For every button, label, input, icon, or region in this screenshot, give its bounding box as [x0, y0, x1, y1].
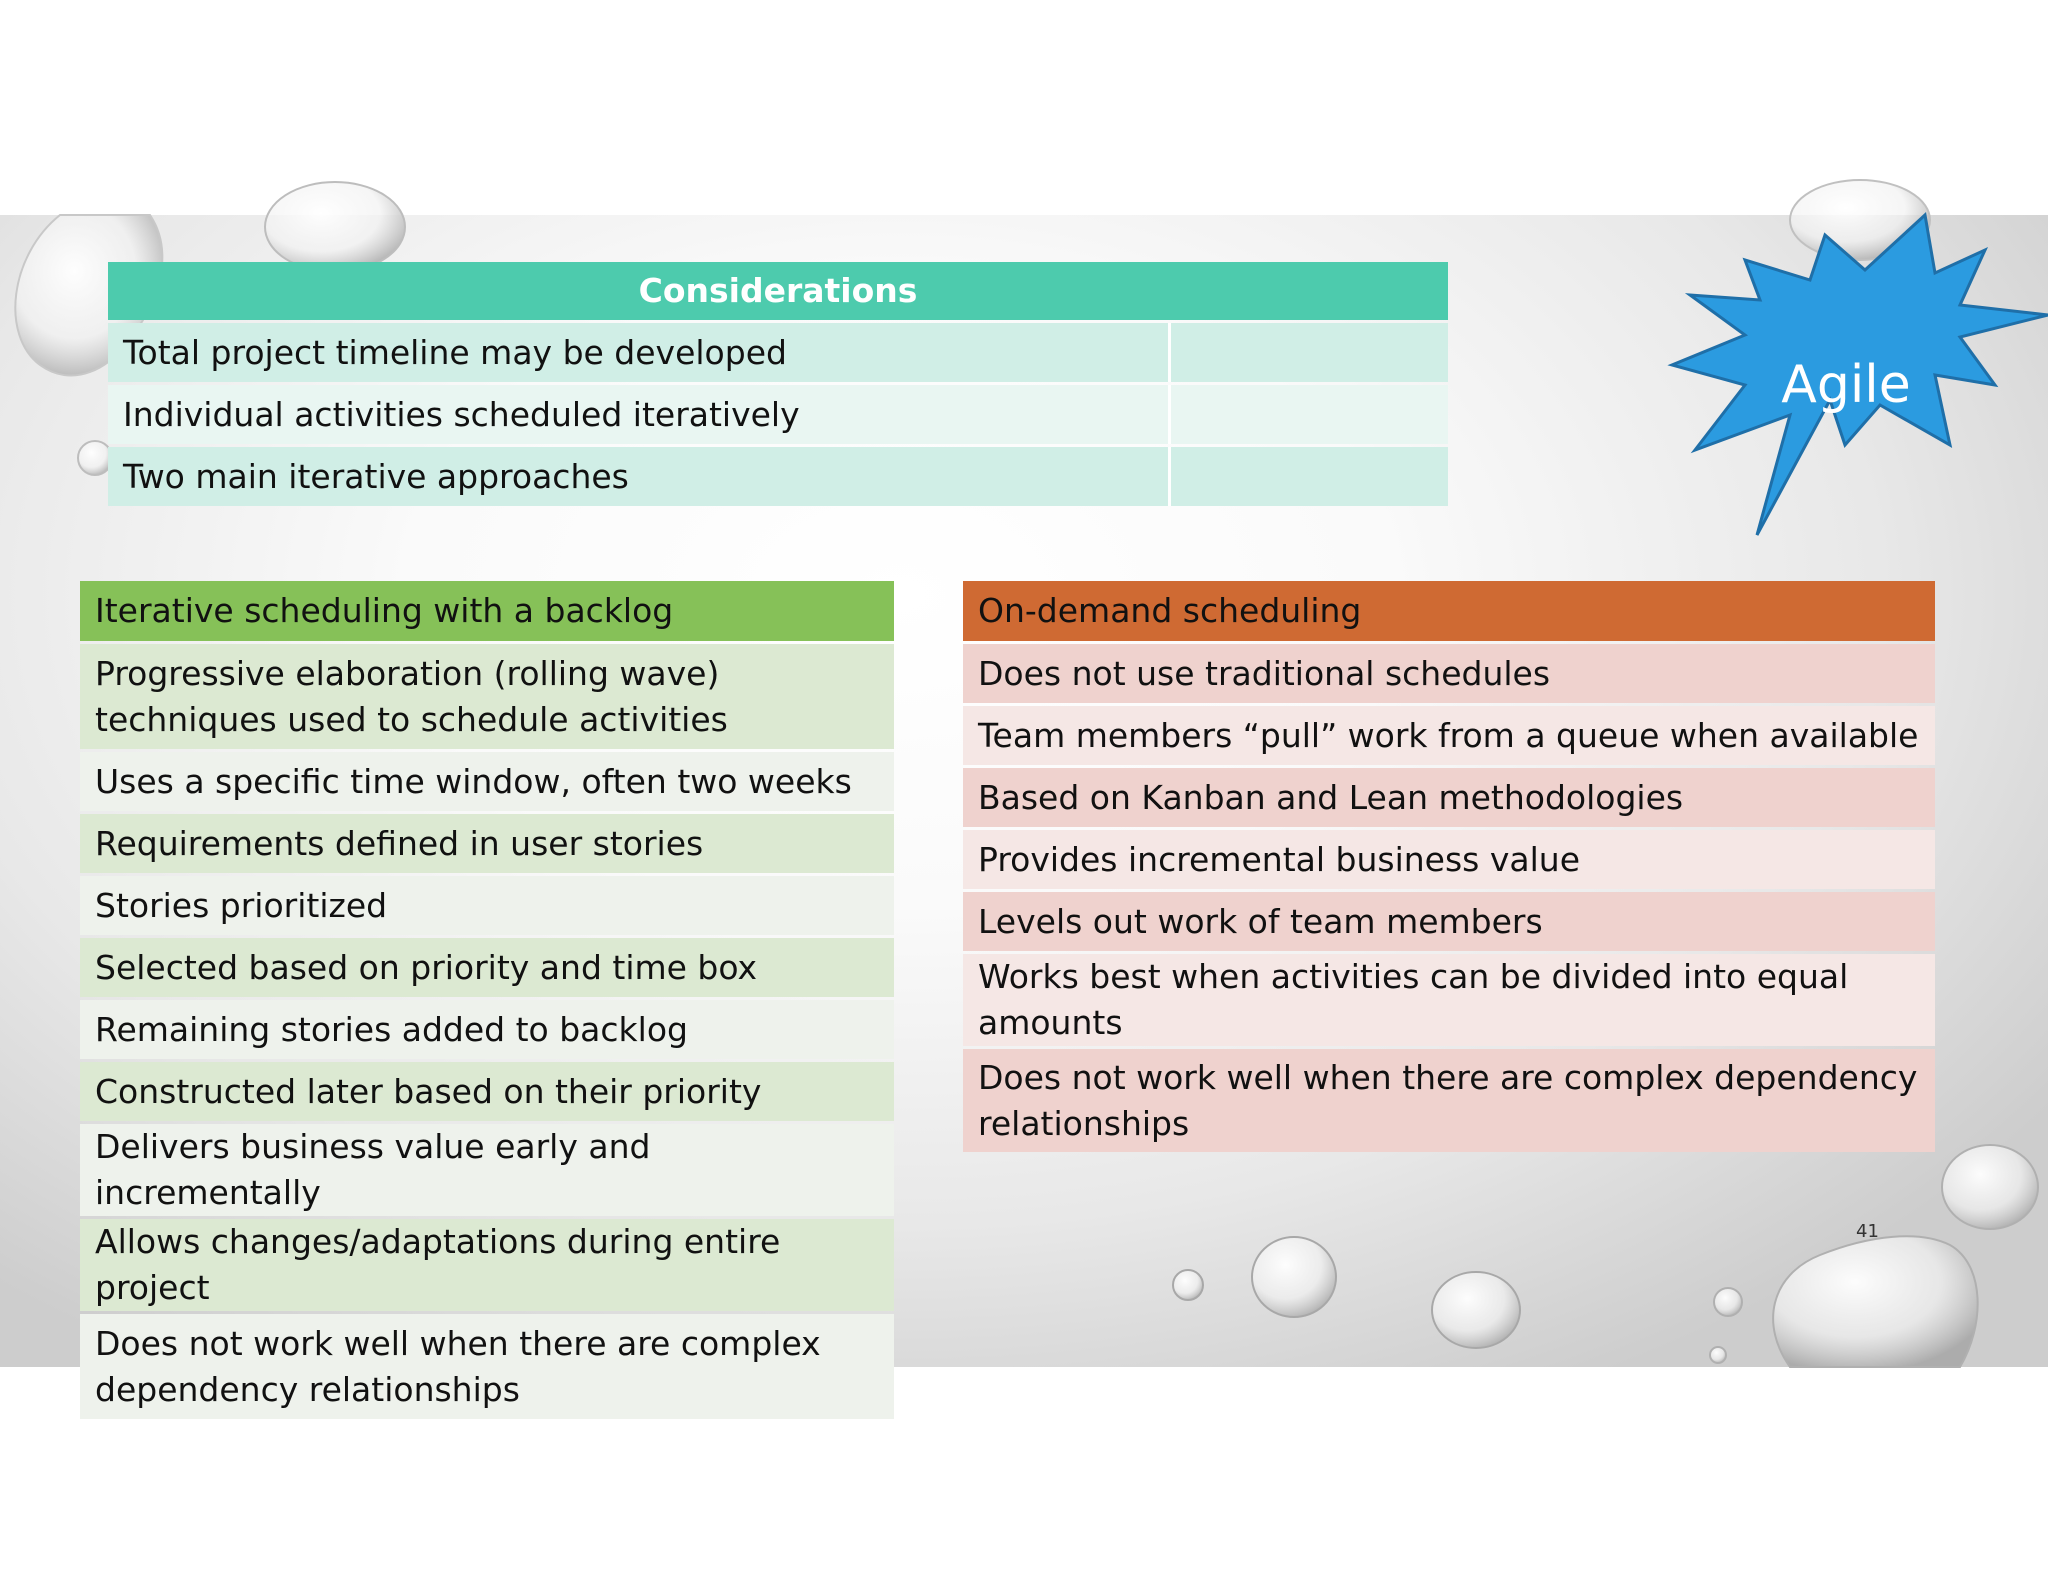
iterative-header-row [80, 581, 894, 641]
table-row [80, 876, 894, 935]
considerations-header: Considerations [108, 262, 1448, 320]
table-row [963, 954, 1935, 1046]
empty-cell [1168, 385, 1448, 444]
considerations-cell: Individual activities scheduled iteratively [108, 385, 1168, 444]
empty-cell [1168, 447, 1448, 506]
ondemand-cell: Levels out work of team members [963, 892, 1935, 951]
table-row [80, 938, 894, 997]
iterative-cell: Selected based on priority and time box [80, 938, 894, 997]
table-row [80, 1314, 894, 1419]
iterative-cell: Does not work well when there are complex dependency relationships [80, 1314, 894, 1419]
ondemand-cell: Provides incremental business value [963, 830, 1935, 889]
table-row [963, 644, 1935, 703]
table-row [108, 385, 1448, 444]
iterative-cell: Requirements defined in user stories [80, 814, 894, 873]
iterative-scheduling-table [80, 578, 894, 1422]
table-row [963, 706, 1935, 765]
table-row [108, 447, 1448, 506]
empty-cell [1168, 323, 1448, 382]
table-row [80, 1219, 894, 1311]
ondemand-cell: Based on Kanban and Lean methodologies [963, 768, 1935, 827]
iterative-cell: Delivers business value early and incrementally [80, 1124, 894, 1216]
page-number: 41 [1856, 1221, 1879, 1242]
ondemand-header: On-demand scheduling [963, 581, 1935, 641]
iterative-cell: Allows changes/adaptations during entire project [80, 1219, 894, 1311]
table-row [963, 768, 1935, 827]
iterative-cell: Uses a specific time window, often two weeks [80, 752, 894, 811]
table-row [80, 1062, 894, 1121]
table-row [80, 814, 894, 873]
considerations-cell: Total project timeline may be developed [108, 323, 1168, 382]
ondemand-cell: Works best when activities can be divided into equal amounts [963, 954, 1935, 1046]
on-demand-scheduling-table [963, 578, 1935, 1155]
table-row [963, 892, 1935, 951]
considerations-cell: Two main iterative approaches [108, 447, 1168, 506]
considerations-header-row [108, 262, 1448, 320]
table-row [963, 1049, 1935, 1152]
iterative-header: Iterative scheduling with a backlog [80, 581, 894, 641]
table-row [963, 830, 1935, 889]
iterative-cell: Remaining stories added to backlog [80, 1000, 894, 1059]
iterative-cell: Constructed later based on their priority [80, 1062, 894, 1121]
agile-badge-label: Agile [1781, 355, 1911, 415]
iterative-cell: Progressive elaboration (rolling wave) techniques used to schedule activities [80, 644, 894, 749]
slide [0, 215, 2048, 1409]
table-row [108, 323, 1448, 382]
table-row [80, 1124, 894, 1216]
ondemand-cell: Does not work well when there are complex dependency relationships [963, 1049, 1935, 1152]
iterative-cell: Stories prioritized [80, 876, 894, 935]
table-row [80, 1000, 894, 1059]
ondemand-header-row [963, 581, 1935, 641]
considerations-table [108, 259, 1448, 509]
ondemand-cell: Does not use traditional schedules [963, 644, 1935, 703]
table-row [80, 752, 894, 811]
ondemand-cell: Team members “pull” work from a queue when available [963, 706, 1935, 765]
table-row [80, 644, 894, 749]
